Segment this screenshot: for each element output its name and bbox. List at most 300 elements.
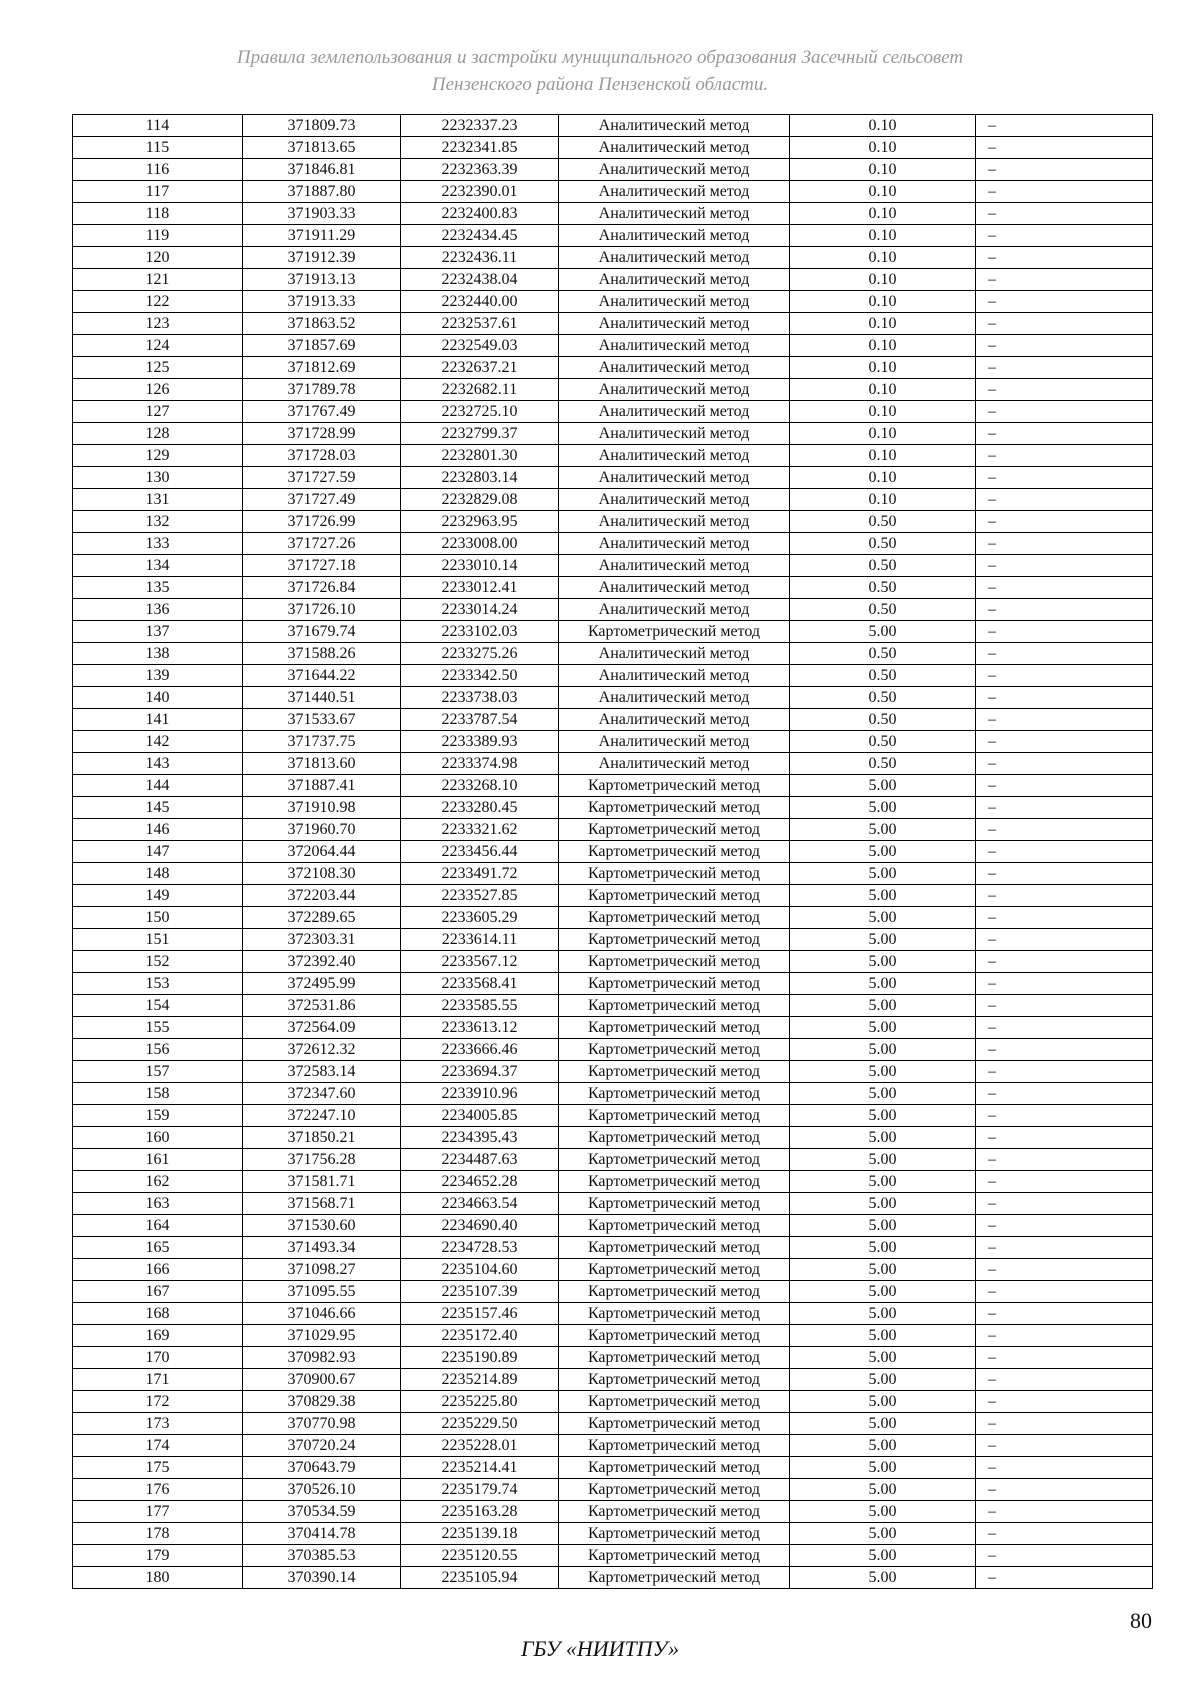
point-number-cell: 133 [73,533,243,555]
table-row [73,797,1153,819]
table-row [73,1545,1153,1567]
y-coordinate-cell: 2235139.18 [401,1523,559,1545]
x-coordinate-cell: 371679.74 [243,621,401,643]
note-cell: – [976,1281,1153,1303]
method-cell: Картометрический метод [559,1017,790,1039]
y-coordinate-cell: 2233008.00 [401,533,559,555]
y-coordinate-cell: 2234690.40 [401,1215,559,1237]
y-coordinate-cell: 2232537.61 [401,313,559,335]
y-coordinate-cell: 2232682.11 [401,379,559,401]
note-cell: – [976,379,1153,401]
point-number-cell: 161 [73,1149,243,1171]
method-cell: Картометрический метод [559,1303,790,1325]
point-number-cell: 144 [73,775,243,797]
point-number-cell: 134 [73,555,243,577]
point-number-cell: 128 [73,423,243,445]
y-coordinate-cell: 2232549.03 [401,335,559,357]
method-cell: Аналитический метод [559,269,790,291]
note-cell: – [976,445,1153,467]
note-cell: – [976,1457,1153,1479]
y-coordinate-cell: 2233585.55 [401,995,559,1017]
method-cell: Картометрический метод [559,1567,790,1589]
x-coordinate-cell: 372531.86 [243,995,401,1017]
accuracy-cell: 5.00 [790,929,976,951]
x-coordinate-cell: 370720.24 [243,1435,401,1457]
method-cell: Картометрический метод [559,973,790,995]
note-cell: – [976,1501,1153,1523]
table-row [73,731,1153,753]
note-cell: – [976,841,1153,863]
accuracy-cell: 5.00 [790,1193,976,1215]
accuracy-cell: 5.00 [790,1281,976,1303]
table-row [73,423,1153,445]
y-coordinate-cell: 2235163.28 [401,1501,559,1523]
note-cell: – [976,1149,1153,1171]
y-coordinate-cell: 2232799.37 [401,423,559,445]
accuracy-cell: 5.00 [790,973,976,995]
header-line-1: Правила землепользования и застройки муниципального образования Засечный сельсовет [236,47,964,68]
y-coordinate-cell: 2233527.85 [401,885,559,907]
note-cell: – [976,621,1153,643]
point-number-cell: 171 [73,1369,243,1391]
y-coordinate-cell: 2232337.23 [401,115,559,137]
y-coordinate-cell: 2232363.39 [401,159,559,181]
note-cell: – [976,1413,1153,1435]
table-row [73,1237,1153,1259]
accuracy-cell: 0.10 [790,489,976,511]
x-coordinate-cell: 370534.59 [243,1501,401,1523]
accuracy-cell: 0.50 [790,731,976,753]
point-number-cell: 148 [73,863,243,885]
x-coordinate-cell: 371813.65 [243,137,401,159]
point-number-cell: 147 [73,841,243,863]
x-coordinate-cell: 371910.98 [243,797,401,819]
x-coordinate-cell: 371960.70 [243,819,401,841]
point-number-cell: 152 [73,951,243,973]
note-cell: – [976,467,1153,489]
table-row [73,533,1153,555]
table-row [73,643,1153,665]
point-number-cell: 160 [73,1127,243,1149]
accuracy-cell: 0.10 [790,335,976,357]
table-row [73,379,1153,401]
accuracy-cell: 0.10 [790,225,976,247]
accuracy-cell: 5.00 [790,1083,976,1105]
note-cell: – [976,1105,1153,1127]
table-row [73,819,1153,841]
y-coordinate-cell: 2232390.01 [401,181,559,203]
y-coordinate-cell: 2233456.44 [401,841,559,863]
footer-org: ГБУ «НИИТПУ» [520,1636,680,1661]
x-coordinate-cell: 371767.49 [243,401,401,423]
point-number-cell: 164 [73,1215,243,1237]
note-cell: – [976,1061,1153,1083]
accuracy-cell: 5.00 [790,1413,976,1435]
method-cell: Аналитический метод [559,159,790,181]
note-cell: – [976,247,1153,269]
note-cell: – [976,863,1153,885]
point-number-cell: 145 [73,797,243,819]
note-cell: – [976,357,1153,379]
note-cell: – [976,1567,1153,1589]
table-row [73,775,1153,797]
accuracy-cell: 5.00 [790,1523,976,1545]
table-row [73,1259,1153,1281]
x-coordinate-cell: 372203.44 [243,885,401,907]
x-coordinate-cell: 372392.40 [243,951,401,973]
method-cell: Аналитический метод [559,291,790,313]
method-cell: Картометрический метод [559,1545,790,1567]
note-cell: – [976,599,1153,621]
x-coordinate-cell: 371726.99 [243,511,401,533]
point-number-cell: 119 [73,225,243,247]
x-coordinate-cell: 371912.39 [243,247,401,269]
note-cell: – [976,1325,1153,1347]
x-coordinate-cell: 372583.14 [243,1061,401,1083]
y-coordinate-cell: 2232637.21 [401,357,559,379]
x-coordinate-cell: 371813.60 [243,753,401,775]
x-coordinate-cell: 370414.78 [243,1523,401,1545]
accuracy-cell: 5.00 [790,1369,976,1391]
x-coordinate-cell: 371857.69 [243,335,401,357]
point-number-cell: 173 [73,1413,243,1435]
note-cell: – [976,401,1153,423]
accuracy-cell: 5.00 [790,951,976,973]
point-number-cell: 114 [73,115,243,137]
method-cell: Аналитический метод [559,313,790,335]
method-cell: Аналитический метод [559,379,790,401]
point-number-cell: 166 [73,1259,243,1281]
y-coordinate-cell: 2235228.01 [401,1435,559,1457]
y-coordinate-cell: 2233321.62 [401,819,559,841]
point-number-cell: 115 [73,137,243,159]
x-coordinate-cell: 371863.52 [243,313,401,335]
point-number-cell: 172 [73,1391,243,1413]
y-coordinate-cell: 2234005.85 [401,1105,559,1127]
x-coordinate-cell: 370385.53 [243,1545,401,1567]
method-cell: Аналитический метод [559,599,790,621]
y-coordinate-cell: 2232801.30 [401,445,559,467]
x-coordinate-cell: 371046.66 [243,1303,401,1325]
page-header [0,44,1200,98]
table-row [73,1325,1153,1347]
y-coordinate-cell: 2233694.37 [401,1061,559,1083]
x-coordinate-cell: 371098.27 [243,1259,401,1281]
header-line-2: Пензенского района Пензенской области. [431,74,769,95]
accuracy-cell: 5.00 [790,1215,976,1237]
y-coordinate-cell: 2233613.12 [401,1017,559,1039]
table-row [73,181,1153,203]
x-coordinate-cell: 371533.67 [243,709,401,731]
y-coordinate-cell: 2233014.24 [401,599,559,621]
method-cell: Картометрический метод [559,1039,790,1061]
method-cell: Картометрический метод [559,1413,790,1435]
accuracy-cell: 0.50 [790,753,976,775]
x-coordinate-cell: 370829.38 [243,1391,401,1413]
x-coordinate-cell: 371581.71 [243,1171,401,1193]
point-number-cell: 169 [73,1325,243,1347]
y-coordinate-cell: 2234487.63 [401,1149,559,1171]
accuracy-cell: 0.10 [790,181,976,203]
note-cell: – [976,269,1153,291]
y-coordinate-cell: 2233275.26 [401,643,559,665]
accuracy-cell: 5.00 [790,1171,976,1193]
table-row [73,115,1153,137]
x-coordinate-cell: 371903.33 [243,203,401,225]
method-cell: Аналитический метод [559,687,790,709]
x-coordinate-cell: 371756.28 [243,1149,401,1171]
accuracy-cell: 5.00 [790,1567,976,1589]
method-cell: Картометрический метод [559,885,790,907]
method-cell: Картометрический метод [559,1171,790,1193]
table-row [73,489,1153,511]
y-coordinate-cell: 2235104.60 [401,1259,559,1281]
method-cell: Картометрический метод [559,1105,790,1127]
method-cell: Картометрический метод [559,1369,790,1391]
y-coordinate-cell: 2234663.54 [401,1193,559,1215]
y-coordinate-cell: 2233389.93 [401,731,559,753]
y-coordinate-cell: 2233567.12 [401,951,559,973]
table-row [73,753,1153,775]
point-number-cell: 117 [73,181,243,203]
method-cell: Картометрический метод [559,929,790,951]
point-number-cell: 129 [73,445,243,467]
accuracy-cell: 5.00 [790,1457,976,1479]
point-number-cell: 132 [73,511,243,533]
page-number: 80 [1130,1608,1152,1633]
accuracy-cell: 5.00 [790,775,976,797]
accuracy-cell: 5.00 [790,1105,976,1127]
table-row [73,1567,1153,1589]
table-row [73,269,1153,291]
accuracy-cell: 5.00 [790,1259,976,1281]
method-cell: Картометрический метод [559,863,790,885]
table-row [73,1303,1153,1325]
point-number-cell: 131 [73,489,243,511]
method-cell: Аналитический метод [559,115,790,137]
note-cell: – [976,973,1153,995]
accuracy-cell: 5.00 [790,1391,976,1413]
x-coordinate-cell: 370770.98 [243,1413,401,1435]
method-cell: Картометрический метод [559,907,790,929]
accuracy-cell: 5.00 [790,841,976,863]
table-row [73,841,1153,863]
note-cell: – [976,775,1153,797]
point-number-cell: 176 [73,1479,243,1501]
x-coordinate-cell: 372247.10 [243,1105,401,1127]
accuracy-cell: 0.10 [790,115,976,137]
x-coordinate-cell: 370390.14 [243,1567,401,1589]
y-coordinate-cell: 2233568.41 [401,973,559,995]
accuracy-cell: 5.00 [790,1017,976,1039]
x-coordinate-cell: 372108.30 [243,863,401,885]
x-coordinate-cell: 371728.99 [243,423,401,445]
accuracy-cell: 0.10 [790,445,976,467]
x-coordinate-cell: 372612.32 [243,1039,401,1061]
x-coordinate-cell: 371887.80 [243,181,401,203]
x-coordinate-cell: 371727.49 [243,489,401,511]
accuracy-cell: 0.10 [790,247,976,269]
y-coordinate-cell: 2233010.14 [401,555,559,577]
y-coordinate-cell: 2234728.53 [401,1237,559,1259]
point-number-cell: 143 [73,753,243,775]
table-row [73,313,1153,335]
point-number-cell: 157 [73,1061,243,1083]
table-row [73,709,1153,731]
accuracy-cell: 5.00 [790,1479,976,1501]
x-coordinate-cell: 371568.71 [243,1193,401,1215]
accuracy-cell: 0.50 [790,709,976,731]
point-number-cell: 170 [73,1347,243,1369]
accuracy-cell: 0.10 [790,423,976,445]
point-number-cell: 124 [73,335,243,357]
y-coordinate-cell: 2235190.89 [401,1347,559,1369]
note-cell: – [976,1127,1153,1149]
table-row [73,1281,1153,1303]
y-coordinate-cell: 2233666.46 [401,1039,559,1061]
accuracy-cell: 0.10 [790,137,976,159]
y-coordinate-cell: 2233491.72 [401,863,559,885]
table-body [73,115,1153,1589]
y-coordinate-cell: 2235229.50 [401,1413,559,1435]
table-row [73,687,1153,709]
method-cell: Картометрический метод [559,797,790,819]
note-cell: – [976,995,1153,1017]
method-cell: Аналитический метод [559,643,790,665]
table-row [73,973,1153,995]
table-row [73,467,1153,489]
note-cell: – [976,951,1153,973]
note-cell: – [976,687,1153,709]
table-row [73,929,1153,951]
x-coordinate-cell: 371913.33 [243,291,401,313]
y-coordinate-cell: 2232963.95 [401,511,559,533]
accuracy-cell: 0.10 [790,269,976,291]
accuracy-cell: 5.00 [790,1545,976,1567]
y-coordinate-cell: 2233012.41 [401,577,559,599]
table-row [73,1501,1153,1523]
x-coordinate-cell: 371887.41 [243,775,401,797]
note-cell: – [976,1039,1153,1061]
method-cell: Картометрический метод [559,1523,790,1545]
table-row [73,1193,1153,1215]
x-coordinate-cell: 372495.99 [243,973,401,995]
method-cell: Картометрический метод [559,1281,790,1303]
table-row [73,1061,1153,1083]
method-cell: Картометрический метод [559,1325,790,1347]
y-coordinate-cell: 2232434.45 [401,225,559,247]
point-number-cell: 159 [73,1105,243,1127]
note-cell: – [976,1017,1153,1039]
accuracy-cell: 0.50 [790,533,976,555]
method-cell: Картометрический метод [559,775,790,797]
x-coordinate-cell: 371727.18 [243,555,401,577]
table-row [73,1083,1153,1105]
note-cell: – [976,115,1153,137]
x-coordinate-cell: 371789.78 [243,379,401,401]
x-coordinate-cell: 371726.84 [243,577,401,599]
method-cell: Картометрический метод [559,1237,790,1259]
table-row [73,1369,1153,1391]
method-cell: Аналитический метод [559,511,790,533]
x-coordinate-cell: 371644.22 [243,665,401,687]
point-number-cell: 118 [73,203,243,225]
point-number-cell: 179 [73,1545,243,1567]
x-coordinate-cell: 371095.55 [243,1281,401,1303]
method-cell: Картометрический метод [559,1215,790,1237]
note-cell: – [976,1545,1153,1567]
method-cell: Аналитический метод [559,225,790,247]
y-coordinate-cell: 2234395.43 [401,1127,559,1149]
method-cell: Картометрический метод [559,1501,790,1523]
table-row [73,555,1153,577]
note-cell: – [976,423,1153,445]
y-coordinate-cell: 2235172.40 [401,1325,559,1347]
point-number-cell: 163 [73,1193,243,1215]
note-cell: – [976,137,1153,159]
table-row [73,137,1153,159]
note-cell: – [976,885,1153,907]
point-number-cell: 165 [73,1237,243,1259]
y-coordinate-cell: 2233342.50 [401,665,559,687]
method-cell: Аналитический метод [559,445,790,467]
table-row [73,1017,1153,1039]
x-coordinate-cell: 371728.03 [243,445,401,467]
method-cell: Аналитический метод [559,181,790,203]
accuracy-cell: 5.00 [790,1303,976,1325]
accuracy-cell: 0.50 [790,577,976,599]
x-coordinate-cell: 371809.73 [243,115,401,137]
note-cell: – [976,1479,1153,1501]
point-number-cell: 116 [73,159,243,181]
method-cell: Аналитический метод [559,401,790,423]
accuracy-cell: 5.00 [790,621,976,643]
point-number-cell: 150 [73,907,243,929]
note-cell: – [976,533,1153,555]
method-cell: Картометрический метод [559,1435,790,1457]
table-row [73,1523,1153,1545]
table-row [73,1435,1153,1457]
x-coordinate-cell: 370526.10 [243,1479,401,1501]
table-row [73,511,1153,533]
method-cell: Картометрический метод [559,1347,790,1369]
x-coordinate-cell: 371029.95 [243,1325,401,1347]
y-coordinate-cell: 2235105.94 [401,1567,559,1589]
table-row [73,225,1153,247]
table-row [73,335,1153,357]
accuracy-cell: 0.50 [790,555,976,577]
x-coordinate-cell: 371727.59 [243,467,401,489]
point-number-cell: 167 [73,1281,243,1303]
y-coordinate-cell: 2232400.83 [401,203,559,225]
y-coordinate-cell: 2235214.41 [401,1457,559,1479]
point-number-cell: 154 [73,995,243,1017]
point-number-cell: 146 [73,819,243,841]
note-cell: – [976,643,1153,665]
point-number-cell: 126 [73,379,243,401]
accuracy-cell: 5.00 [790,885,976,907]
table-row [73,951,1153,973]
x-coordinate-cell: 372289.65 [243,907,401,929]
note-cell: – [976,577,1153,599]
x-coordinate-cell: 371812.69 [243,357,401,379]
point-number-cell: 168 [73,1303,243,1325]
accuracy-cell: 0.50 [790,599,976,621]
x-coordinate-cell: 371588.26 [243,643,401,665]
y-coordinate-cell: 2233614.11 [401,929,559,951]
method-cell: Аналитический метод [559,709,790,731]
note-cell: – [976,225,1153,247]
